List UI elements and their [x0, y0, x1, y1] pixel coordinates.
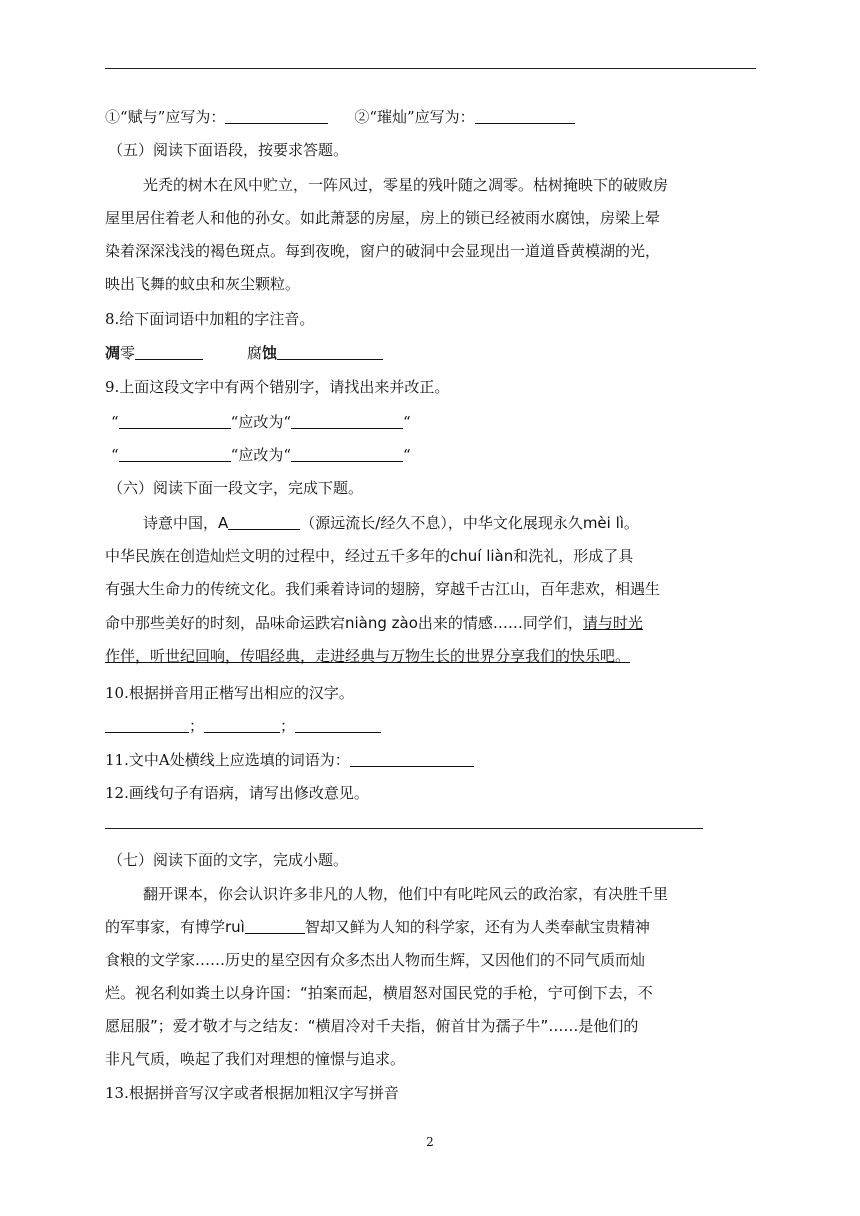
word2-rest: 腐: [247, 344, 263, 362]
word2-pinyin-blank[interactable]: [277, 344, 383, 360]
section6-para-line-3: 有强大生命力的传统文化。我们乘着诗词的翅膀，穿越千古江山，百年悲欢，相遇生: [105, 580, 661, 598]
page-number: 2: [426, 1135, 434, 1149]
section5-para-line-3: 染着深深浅浅的褐色斑点。每到夜晚，窗户的破洞中会显现出一道道昏黄模湖的光，: [105, 242, 661, 260]
section7-para-line-4: 烂。视名利如粪土以身许国：“拍案而起，横眉怒对国民党的手枪，宁可倒下去，不: [105, 984, 653, 1002]
item1-label: ①“赋与”应写为：: [105, 108, 226, 126]
wrong-char-blank-2[interactable]: [119, 446, 231, 462]
item2-blank[interactable]: [475, 108, 575, 124]
section5-para-line-2: 屋里居住着老人和他的孙女。如此萧瑟的房屋，房上的锁已经被雨水腐蚀，房梁上晕: [105, 209, 661, 227]
section7-para-line-3: 食粮的文学家……历史的星空因有众多杰出人物而生辉，又因他们的不同气质而灿: [105, 951, 646, 969]
section6-para-line-4: 命中那些美好的时刻，品味命运跌宕niàng zào出来的情感……同学们，请与时光: [105, 614, 643, 632]
question-10: 10.根据拼音用正楷写出相应的汉字。: [105, 684, 354, 702]
question-11: 11.文中A处横线上应选填的词语为：: [105, 750, 474, 770]
section6-heading: （六）阅读下面一段文字，完成下题。: [108, 479, 364, 497]
section6-para-line-1: 诗意中国，A （源远流长/经久不息），中华文化展现永久mèi lì。: [143, 514, 639, 532]
correct-char-blank-2[interactable]: [291, 446, 403, 462]
item2-label: ②“璀灿”应写为：: [354, 108, 475, 126]
header-rule: [105, 68, 756, 69]
correct-char-blank-1[interactable]: [291, 413, 403, 429]
question-10-answers: ； ；: [105, 716, 381, 736]
section7-para-line-1: 翻开课本，你会认识许多非凡的人物，他们中有叱咤风云的政治家，有决胜千里: [143, 885, 669, 903]
section6-para-line-2: 中华民族在创造灿烂文明的过程中，经过五千多年的chuí liàn和洗礼，形成了具: [105, 547, 634, 565]
prev-question-line: [105, 107, 575, 127]
hanzi-blank-2[interactable]: [204, 717, 280, 733]
section7-para-line-5: 愿屈服”；爱才敬才与之结友：“横眉冷对千夫指，俯首甘为孺子牛”……是他们的: [105, 1017, 639, 1035]
item1-blank[interactable]: [225, 108, 328, 124]
question-12: 12.画线句子有语病，请写出修改意见。: [105, 784, 369, 802]
section7-heading: （七）阅读下面的文字，完成小题。: [108, 851, 349, 869]
wrong-char-blank-1[interactable]: [119, 413, 231, 429]
question-9: 9.上面这段文字中有两个错别字，请找出来并改正。: [105, 378, 450, 396]
question-8-answers: [105, 343, 383, 363]
word1-bold-char: 凋: [105, 344, 121, 362]
section5-para-line-4: 映出飞舞的蚊虫和灰尘颗粒。: [105, 275, 301, 293]
word2-bold-char: 蚀: [262, 344, 278, 362]
section5-heading: （五）阅读下面语段，按要求答题。: [108, 141, 349, 159]
question-9-answer-row-2: “ “应改为“ “: [111, 446, 411, 464]
question-13: 13.根据拼音写汉字或者根据加粗汉字写拼音: [105, 1084, 399, 1102]
hanzi-blank-3[interactable]: [295, 717, 381, 733]
rui-hanzi-blank[interactable]: [245, 918, 305, 934]
hanzi-blank-1[interactable]: [105, 717, 189, 733]
section7-para-line-6: 非凡气质，唤起了我们对理想的憧憬与追求。: [105, 1050, 406, 1068]
underlined-sentence-part-1: 请与时光: [582, 614, 643, 632]
section5-para-line-1: 光秃的树木在风中贮立，一阵风过，零星的残叶随之凋零。枯树掩映下的破败房: [143, 176, 669, 194]
answer-A-blank[interactable]: [350, 751, 474, 767]
question-9-answer-row-1: “ “应改为“ “: [111, 413, 411, 431]
answer-line-12[interactable]: [105, 828, 703, 829]
word1-pinyin-blank[interactable]: [135, 344, 203, 360]
question-8: 8.给下面词语中加粗的字注音。: [105, 310, 315, 328]
underlined-sentence-part-2: 作伴，听世纪回响，传唱经典，走进经典与万物生长的世界分享我们的快乐吧。: [105, 647, 631, 665]
section7-para-line-2: 的军事家，有博学ruì 智却又鲜为人知的科学家，还有为人类奉献宝贵精神: [105, 918, 650, 936]
word1-rest: 零: [120, 344, 136, 362]
blank-A[interactable]: [228, 514, 300, 530]
